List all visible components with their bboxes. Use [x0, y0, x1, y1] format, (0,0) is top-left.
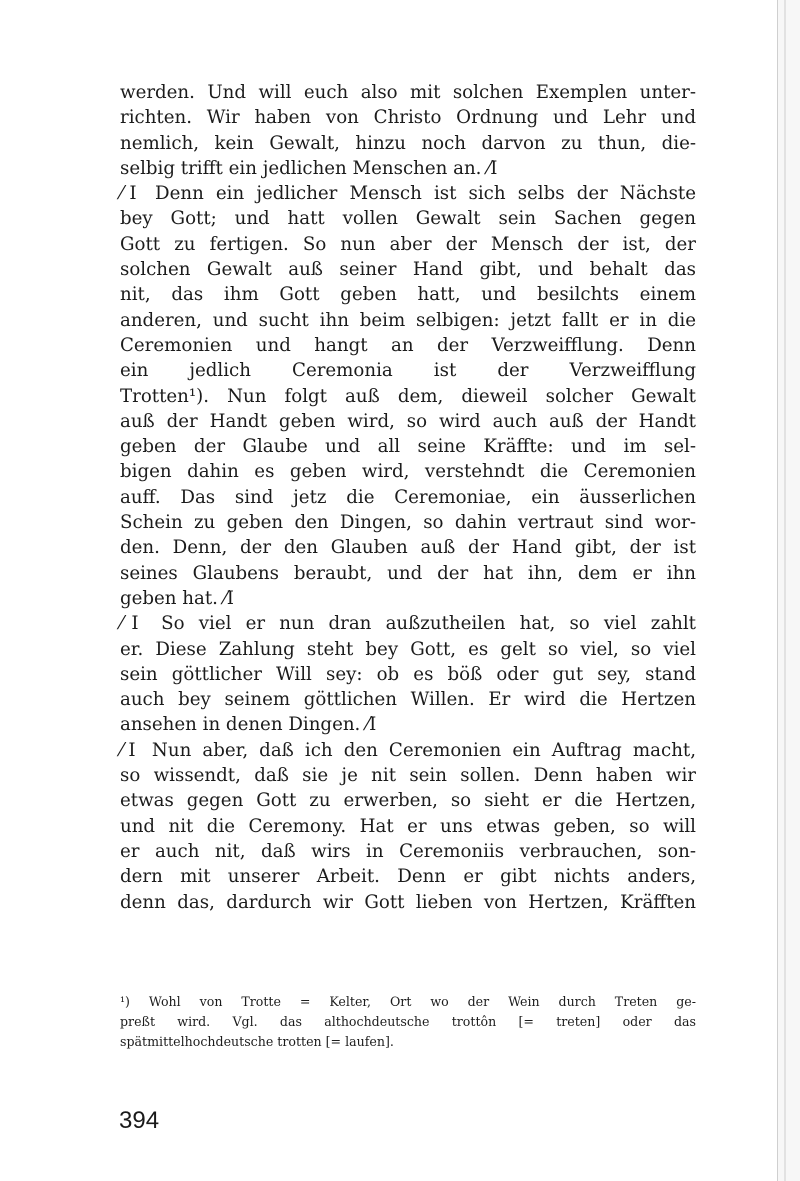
- text-line: ⁄Ⅰ Denn ein jedlicher Mensch ist sich selbs der Nächste: [120, 183, 696, 205]
- text-line: solchen Gewalt auß seiner Hand gibt, und behalt das: [120, 259, 696, 281]
- text-line: so wissendt, daß sie je nit sein sollen. Denn haben wir: [120, 765, 696, 787]
- body-text: [120, 80, 696, 915]
- text-line: er auch nit, daß wirs in Ceremoniis verbrauchen, son-: [120, 840, 696, 862]
- page-edge: [777, 0, 800, 1181]
- text-line: ansehen in denen Dingen. ⁄Ⅰ: [120, 714, 377, 736]
- text-line: den. Denn, der den Glauben auß der Hand gibt, der ist: [120, 537, 696, 559]
- page-edge-rule: [784, 0, 786, 1181]
- text-line: auß der Handt geben wird, so wird auch auß der Handt: [120, 410, 696, 432]
- text-line: selbig trifft ein jedlichen Menschen an. ⁄Ⅰ: [120, 157, 498, 179]
- text-line: anderen, und sucht ihn beim selbigen: jetzt fallt er in die: [120, 309, 696, 331]
- text-line: dern mit unserer Arbeit. Denn er gibt nichts anders,: [120, 866, 696, 888]
- text-line: ⁄Ⅰ Nun aber, daß ich den Ceremonien ein Auftrag macht,: [120, 739, 696, 761]
- text-line: geben der Glaube und all seine Kräffte: und im sel-: [120, 436, 696, 458]
- page-number: 394: [119, 1107, 160, 1134]
- footnote: [120, 992, 696, 1052]
- text-line: Schein zu geben den Dingen, so dahin vertraut sind wor-: [120, 512, 696, 534]
- footnote-line: spätmittelhochdeutsche trotten [= laufen].: [120, 1034, 394, 1049]
- text-line: und nit die Ceremony. Hat er uns etwas geben, so will: [120, 815, 696, 837]
- text-line: nit, das ihm Gott geben hatt, und besilchts einem: [120, 284, 696, 306]
- text-line: etwas gegen Gott zu erwerben, so sieht er die Hertzen,: [120, 790, 696, 812]
- footnote-line: preßt wird. Vgl. das althochdeutsche trottôn [= treten] oder das: [120, 1014, 696, 1029]
- text-line: ⁄Ⅰ So viel er nun dran außzutheilen hat, so viel zahlt: [120, 613, 696, 635]
- text-line: Ceremonien und hangt an der Verzweifflung. Denn: [120, 334, 696, 356]
- text-line: bey Gott; und hatt vollen Gewalt sein Sachen gegen: [120, 208, 696, 230]
- text-line: denn das, dardurch wir Gott lieben von Hertzen, Kräfften: [120, 891, 696, 913]
- text-line: richten. Wir haben von Christo Ordnung und Lehr und: [120, 107, 696, 129]
- text-line: Gott zu fertigen. So nun aber der Mensch der ist, der: [120, 233, 696, 255]
- text-line: werden. Und will euch also mit solchen Exemplen unter-: [120, 82, 696, 103]
- text-line: seines Glaubens beraubt, und der hat ihn, dem er ihn: [120, 562, 696, 584]
- text-line: sein göttlicher Will sey: ob es böß oder gut sey, stand: [120, 663, 696, 685]
- text-line: auch bey seinem göttlichen Willen. Er wird die Hertzen: [120, 689, 696, 711]
- footnote-line: ¹) Wohl von Trotte = Kelter, Ort wo der Wein durch Treten ge-: [120, 994, 696, 1009]
- text-line: er. Diese Zahlung steht bey Gott, es gelt so viel, so viel: [120, 638, 696, 660]
- text-line: geben hat. ⁄Ⅰ: [120, 587, 234, 609]
- text-line: nemlich, kein Gewalt, hinzu noch darvon zu thun, die-: [120, 132, 696, 154]
- text-line: bigen dahin es geben wird, verstehndt die Ceremonien: [120, 461, 696, 483]
- text-line: auff. Das sind jetz die Ceremoniae, ein äusserlichen: [120, 486, 696, 508]
- text-line: ein jedlich Ceremonia ist der Verzweifflung: [120, 360, 696, 382]
- text-line: Trotten¹). Nun folgt auß dem, dieweil solcher Gewalt: [120, 385, 696, 407]
